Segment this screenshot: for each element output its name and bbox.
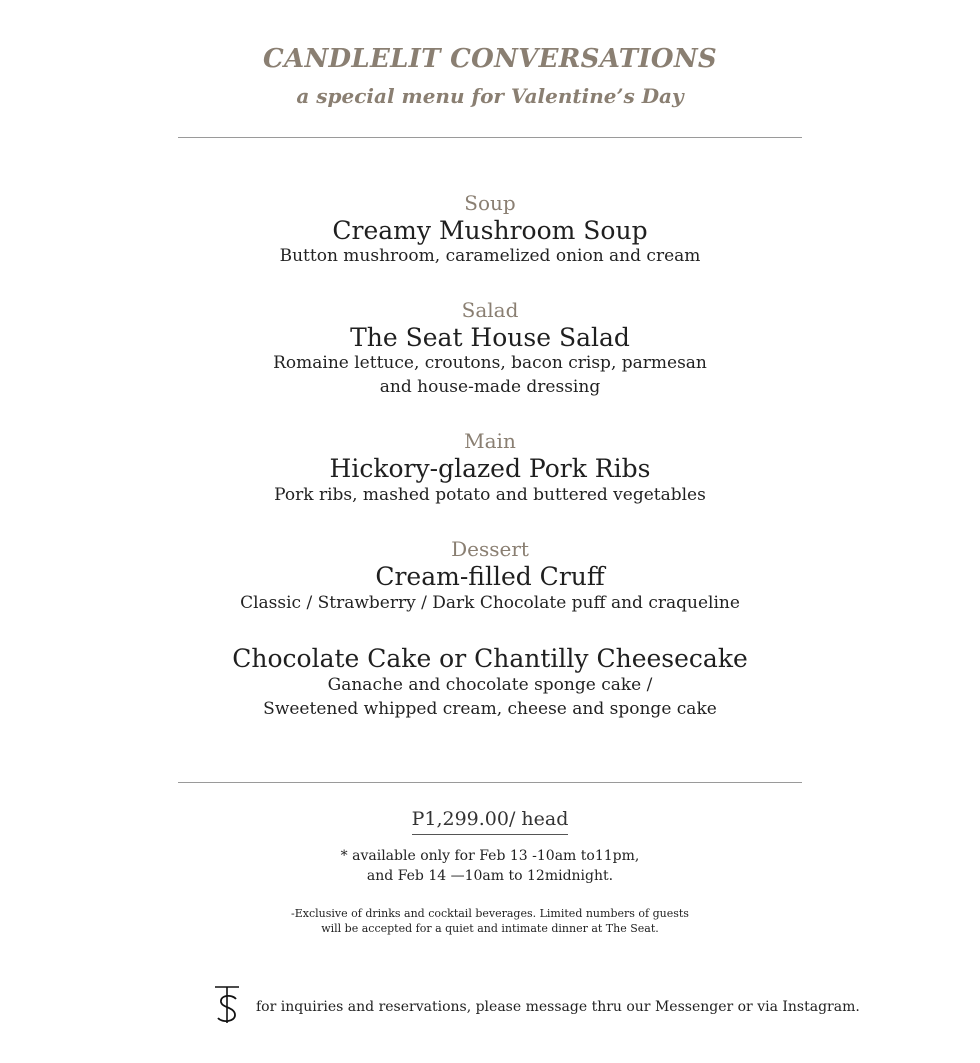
dish-desc-soup: Button mushroom, caramelized onion and cream <box>279 246 701 266</box>
dish-desc-salad-line1: Romaine lettuce, croutons, bacon crisp, parmesan <box>273 353 707 373</box>
top-divider <box>178 137 802 138</box>
bottom-divider <box>178 782 802 783</box>
dish-desc-dessert-2-line2: Sweetened whipped cream, cheese and sponge cake <box>263 699 717 719</box>
dish-name-salad: The Seat House Salad <box>350 323 630 352</box>
the-seat-logo-icon <box>212 983 242 1025</box>
course-label-dessert: Dessert <box>451 537 529 561</box>
dish-name-dessert-1: Cream-filled Cruff <box>375 562 605 591</box>
course-label-main: Main <box>464 429 516 453</box>
course-label-salad: Salad <box>461 298 519 322</box>
price-per-head: P1,299.00/ head <box>412 808 569 835</box>
availability-line-2: and Feb 14 —10am to 12midnight. <box>366 868 614 884</box>
dish-name-main: Hickory-glazed Pork Ribs <box>329 454 651 483</box>
exclusions-line-1: -Exclusive of drinks and cocktail beverages. Limited numbers of guests <box>291 907 689 920</box>
exclusions-note <box>0 906 980 936</box>
exclusions-line-2: will be accepted for a quiet and intimate dinner at The Seat. <box>321 922 659 935</box>
dish-name-dessert-2: Chocolate Cake or Chantilly Cheesecake <box>232 644 748 673</box>
price-block <box>0 808 980 835</box>
course-label-soup: Soup <box>464 191 516 215</box>
availability-line-1: * available only for Feb 13 -10am to11pm, <box>340 848 640 864</box>
footer-inquiry-text: for inquiries and reservations, please message thru our Messenger or via Instagram. <box>256 999 860 1015</box>
menu-title: CANDLELIT CONVERSATIONS <box>263 44 717 74</box>
dish-desc-main: Pork ribs, mashed potato and buttered vegetables <box>274 485 706 505</box>
availability-note <box>0 846 980 886</box>
dish-desc-dessert-1: Classic / Strawberry / Dark Chocolate puff and craqueline <box>240 593 740 613</box>
dish-desc-salad-line2: and house-made dressing <box>379 377 601 397</box>
dish-name-soup: Creamy Mushroom Soup <box>332 216 648 245</box>
dish-desc-dessert-2-line1: Ganache and chocolate sponge cake / <box>327 675 653 695</box>
menu-subtitle: a special menu for Valentine’s Day <box>296 84 684 108</box>
